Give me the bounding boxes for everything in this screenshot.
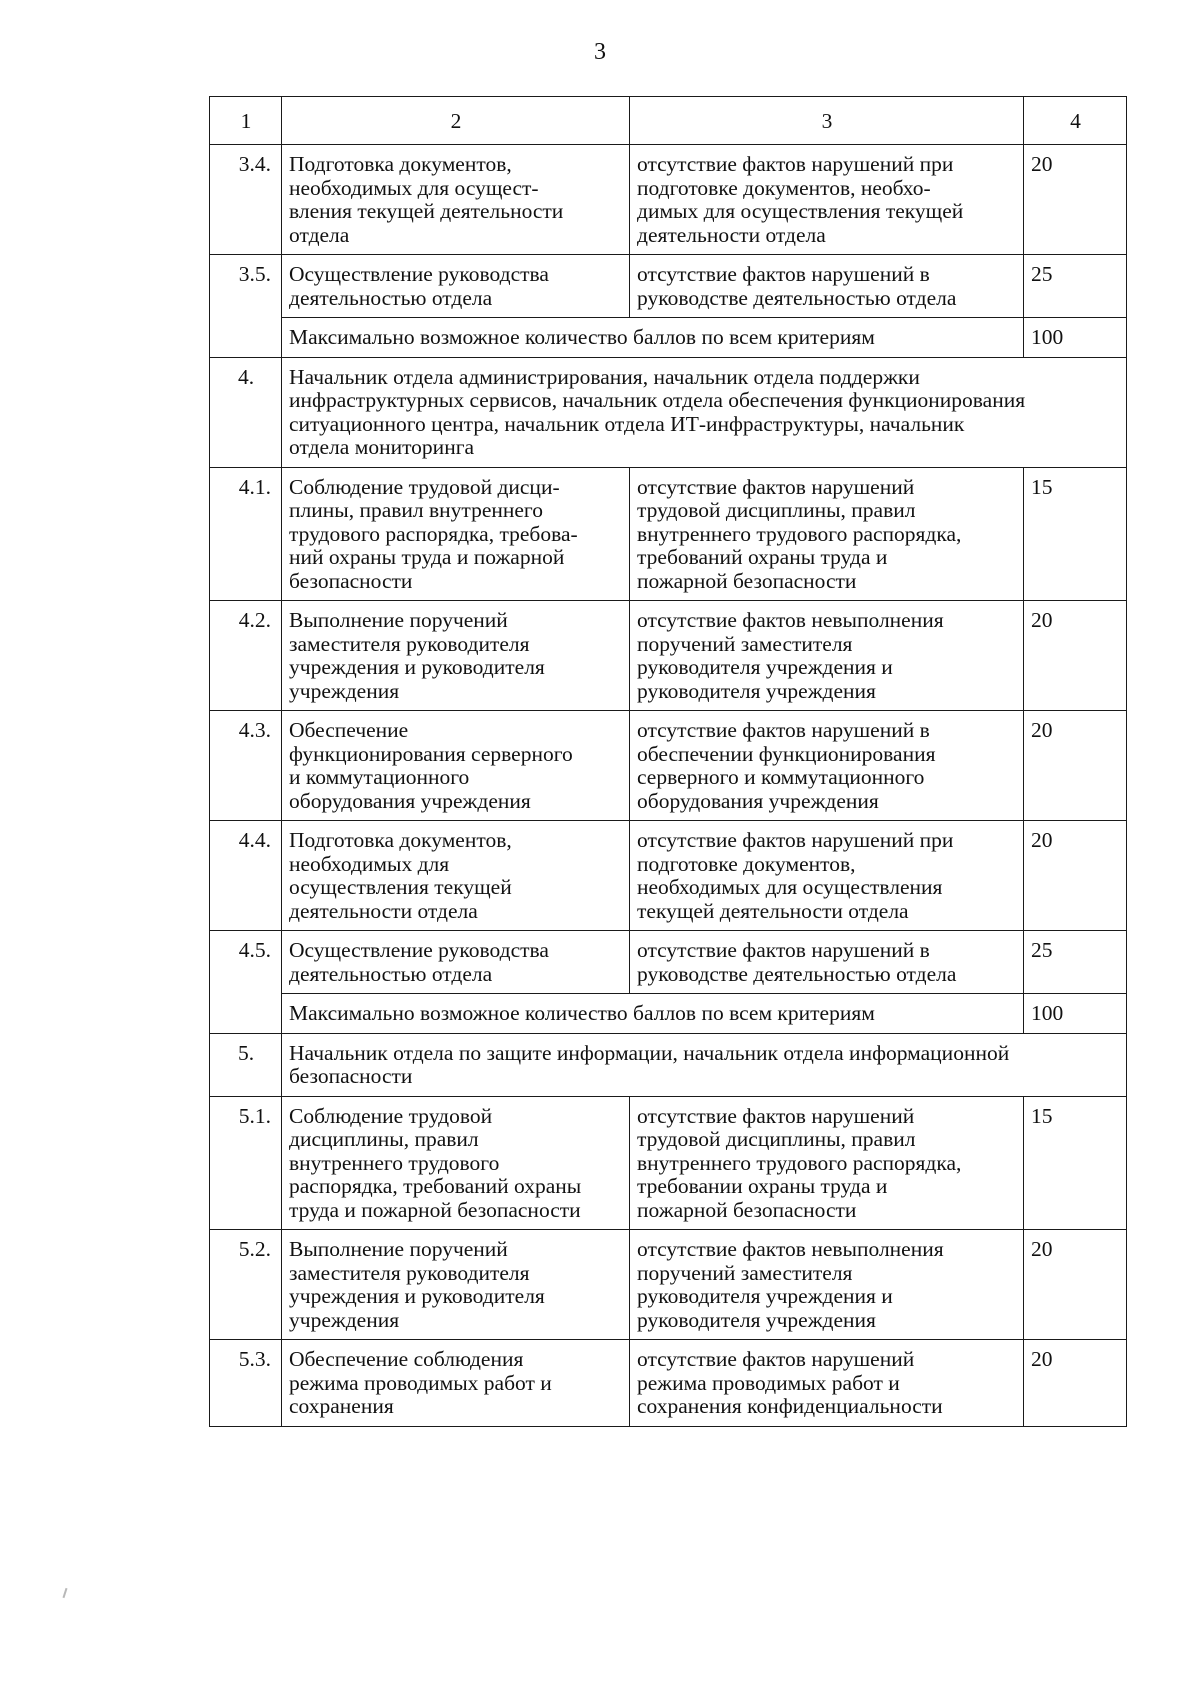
section-row — [210, 1033, 1127, 1096]
criterion-name: Обеспечение функционирования серверного и коммутационного оборудования учреждения — [282, 711, 630, 821]
criterion-row — [210, 255, 1127, 318]
criterion-number: 3.5. — [210, 255, 282, 358]
criterion-indicator: отсутствие фактов нарушений режима проводимых работ и сохранения конфиденциальности — [630, 1340, 1024, 1427]
criterion-name: Соблюдение трудовой дисци- плины, правил внутреннего трудового распорядка, требова- ний охраны труда и пожарной безопасности — [282, 467, 630, 601]
page-number: 3 — [594, 39, 606, 65]
section-number: 5. — [210, 1033, 282, 1096]
criterion-name: Выполнение поручений заместителя руководителя учреждения и руководителя учреждения — [282, 1230, 630, 1340]
criterion-indicator: отсутствие фактов нарушений трудовой дисциплины, правил внутреннего трудового распорядка, требовании охраны труда и пожарной безопасности — [630, 1096, 1024, 1230]
criterion-row — [210, 467, 1127, 601]
criterion-row — [210, 1096, 1127, 1230]
criteria-table-body — [210, 97, 1127, 1427]
criterion-row — [210, 601, 1127, 711]
criterion-name: Осуществление руководства деятельностью отдела — [282, 931, 630, 994]
criterion-name: Подготовка документов, необходимых для осуществления текущей деятельности отдела — [282, 821, 630, 931]
criterion-number: 4.5. — [210, 931, 282, 1034]
criterion-indicator: отсутствие фактов нарушений в руководстве деятельностью отдела — [630, 255, 1024, 318]
total-row — [210, 318, 1127, 358]
total-points: 100 — [1024, 318, 1127, 358]
criterion-name: Выполнение поручений заместителя руководителя учреждения и руководителя учреждения — [282, 601, 630, 711]
criterion-number: 4.3. — [210, 711, 282, 821]
criterion-number: 4.4. — [210, 821, 282, 931]
criterion-row — [210, 821, 1127, 931]
criterion-points: 25 — [1024, 255, 1127, 318]
criterion-name: Обеспечение соблюдения режима проводимых работ и сохранения — [282, 1340, 630, 1427]
criterion-name: Осуществление руководства деятельностью отдела — [282, 255, 630, 318]
scan-speck — [63, 1588, 68, 1598]
criterion-points: 20 — [1024, 1340, 1127, 1427]
section-title: Начальник отдела по защите информации, начальник отдела информационной безопасности — [282, 1033, 1127, 1096]
criterion-row — [210, 1230, 1127, 1340]
criterion-row — [210, 931, 1127, 994]
criterion-number: 5.3. — [210, 1340, 282, 1427]
criterion-name: Подготовка документов, необходимых для осущест- вления текущей деятельности отдела — [282, 145, 630, 255]
column-number-4: 4 — [1024, 97, 1127, 145]
total-row — [210, 994, 1127, 1034]
criterion-points: 20 — [1024, 821, 1127, 931]
criterion-number: 5.2. — [210, 1230, 282, 1340]
criterion-number: 5.1. — [210, 1096, 282, 1230]
criterion-name: Соблюдение трудовой дисциплины, правил внутреннего трудового распорядка, требований охраны труда и пожарной безопасности — [282, 1096, 630, 1230]
criterion-points: 25 — [1024, 931, 1127, 994]
column-number-2: 2 — [282, 97, 630, 145]
criteria-table — [209, 96, 1127, 1427]
section-row — [210, 357, 1127, 467]
total-label: Максимально возможное количество баллов по всем критериям — [282, 994, 1024, 1034]
column-number-3: 3 — [630, 97, 1024, 145]
criterion-indicator: отсутствие фактов нарушений при подготовке документов, необходимых для осуществления текущей деятельности отдела — [630, 821, 1024, 931]
criterion-indicator: отсутствие фактов нарушений трудовой дисциплины, правил внутреннего трудового распорядка, требований охраны труда и пожарной безопасности — [630, 467, 1024, 601]
criterion-indicator: отсутствие фактов нарушений в обеспечении функционирования серверного и коммутационного оборудования учреждения — [630, 711, 1024, 821]
criterion-points: 15 — [1024, 467, 1127, 601]
column-number-1: 1 — [210, 97, 282, 145]
criterion-points: 20 — [1024, 145, 1127, 255]
criterion-indicator: отсутствие фактов нарушений при подготовке документов, необхо- димых для осуществления текущей деятельности отдела — [630, 145, 1024, 255]
criterion-points: 20 — [1024, 711, 1127, 821]
criterion-points: 15 — [1024, 1096, 1127, 1230]
criterion-row — [210, 145, 1127, 255]
criterion-points: 20 — [1024, 1230, 1127, 1340]
section-title: Начальник отдела администрирования, начальник отдела поддержки инфраструктурных сервисов, начальник отдела обеспечения функционирования ситуационного центра, начальник отдела ИТ-инфраструктуры, начальник отдела мониторинга — [282, 357, 1127, 467]
criterion-number: 4.2. — [210, 601, 282, 711]
criterion-number: 4.1. — [210, 467, 282, 601]
criterion-row — [210, 711, 1127, 821]
criterion-indicator: отсутствие фактов невыполнения поручений заместителя руководителя учреждения и руководителя учреждения — [630, 601, 1024, 711]
criterion-points: 20 — [1024, 601, 1127, 711]
criterion-number: 3.4. — [210, 145, 282, 255]
criterion-indicator: отсутствие фактов нарушений в руководстве деятельностью отдела — [630, 931, 1024, 994]
total-points: 100 — [1024, 994, 1127, 1034]
criterion-indicator: отсутствие фактов невыполнения поручений заместителя руководителя учреждения и руководителя учреждения — [630, 1230, 1024, 1340]
criterion-row — [210, 1340, 1127, 1427]
section-number: 4. — [210, 357, 282, 467]
total-label: Максимально возможное количество баллов по всем критериям — [282, 318, 1024, 358]
column-number-header-row — [210, 97, 1127, 145]
